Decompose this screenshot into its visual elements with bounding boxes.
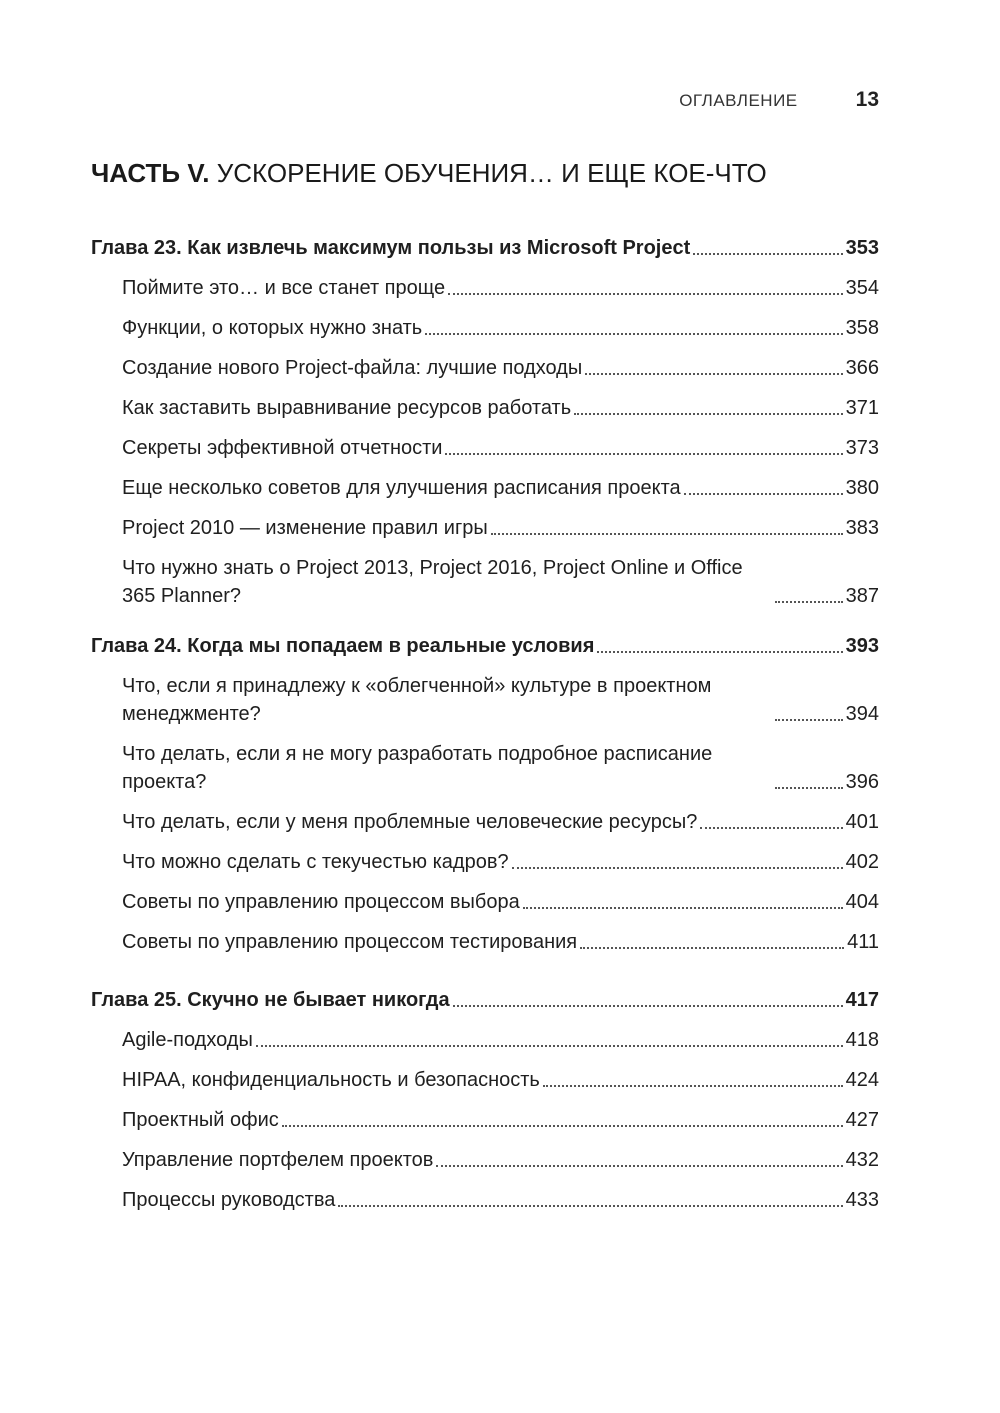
dot-leader: [775, 719, 843, 721]
page-ref: 411: [847, 931, 879, 953]
page-ref: 366: [845, 357, 879, 379]
dot-leader: [523, 907, 843, 909]
page-ref: 358: [845, 317, 879, 339]
page-ref: 396: [845, 771, 879, 793]
section-title: Еще несколько советов для улучшения расписания проекта: [122, 477, 681, 499]
dot-leader: [693, 253, 842, 255]
dot-leader: [256, 1045, 843, 1047]
dot-leader: [775, 601, 843, 603]
page-ref: 380: [845, 477, 879, 499]
running-head: [679, 88, 879, 112]
page-number: 13: [855, 88, 879, 111]
page-ref: 433: [845, 1189, 879, 1211]
section-title: Поймите это… и все станет проще: [122, 277, 446, 299]
section-title: Создание нового Project-файла: лучшие подходы: [122, 357, 583, 379]
toc-section-entry[interactable]: [91, 848, 879, 876]
page-ref: 418: [845, 1029, 879, 1051]
dot-leader: [425, 333, 842, 335]
section-title: Что делать, если я не могу разработать подробное расписание проекта?: [122, 743, 713, 793]
toc-section-entry[interactable]: [91, 888, 879, 916]
section-title: Советы по управлению процессом тестирования: [122, 931, 578, 953]
page-ref: 387: [845, 585, 879, 607]
part-heading: [91, 158, 767, 189]
running-title: ОГЛАВЛЕНИЕ: [679, 91, 798, 110]
toc-section-entry[interactable]: [91, 514, 879, 542]
page-ref: 427: [845, 1109, 879, 1131]
toc-section-entry[interactable]: [91, 1026, 879, 1054]
dot-leader: [684, 493, 843, 495]
page-ref: 353: [845, 237, 879, 259]
toc-section-entry[interactable]: [91, 1066, 879, 1094]
page-ref: 371: [845, 397, 879, 419]
dot-leader: [338, 1205, 842, 1207]
toc-chapter-entry[interactable]: [91, 234, 879, 262]
page-ref: 393: [845, 635, 879, 657]
section-title: Процессы руководства: [122, 1189, 336, 1211]
page-ref: 402: [845, 851, 879, 873]
section-title: HIPAA, конфиденциальность и безопасность: [122, 1069, 540, 1091]
chapter-title: Глава 24. Когда мы попадаем в реальные условия: [91, 635, 595, 657]
toc-section-entry[interactable]: [91, 1106, 879, 1134]
section-title: Project 2010 — изменение правил игры: [122, 517, 488, 539]
page-ref: 404: [845, 891, 879, 913]
toc-section-entry[interactable]: [91, 354, 879, 382]
section-title: Что можно сделать с текучестью кадров?: [122, 851, 509, 873]
dot-leader: [512, 867, 843, 869]
toc-section-entry[interactable]: [91, 394, 879, 422]
dot-leader: [282, 1125, 843, 1127]
dot-leader: [574, 413, 842, 415]
table-of-contents: [91, 210, 879, 1214]
section-title: Функции, о которых нужно знать: [122, 317, 423, 339]
toc-section-entry[interactable]: [91, 808, 879, 836]
toc-section-entry[interactable]: [91, 672, 879, 728]
page-ref: 417: [845, 989, 879, 1011]
dot-leader: [597, 651, 842, 653]
dot-leader: [448, 293, 843, 295]
toc-section-entry[interactable]: [91, 314, 879, 342]
section-title: Проектный офис: [122, 1109, 279, 1131]
toc-section-entry[interactable]: [91, 928, 879, 956]
dot-leader: [580, 947, 844, 949]
toc-section-entry[interactable]: [91, 434, 879, 462]
section-title: Управление портфелем проектов: [122, 1149, 434, 1171]
toc-section-entry[interactable]: [91, 1186, 879, 1214]
toc-section-entry[interactable]: [91, 1146, 879, 1174]
dot-leader: [585, 373, 842, 375]
chapter-title: Глава 23. Как извлечь максимум пользы из Microsoft Project: [91, 237, 691, 259]
page-ref: 383: [845, 517, 879, 539]
dot-leader: [543, 1085, 843, 1087]
page-ref: 424: [845, 1069, 879, 1091]
toc-chapter-entry[interactable]: [91, 986, 879, 1014]
section-title: Секреты эффективной отчетности: [122, 437, 443, 459]
toc-section-entry[interactable]: [91, 740, 879, 796]
toc-section-entry[interactable]: [91, 474, 879, 502]
dot-leader: [700, 827, 842, 829]
dot-leader: [436, 1165, 842, 1167]
section-title: Как заставить выравнивание ресурсов работать: [122, 397, 572, 419]
dot-leader: [453, 1005, 843, 1007]
dot-leader: [491, 533, 843, 535]
chapter-title: Глава 25. Скучно не бывает никогда: [91, 989, 450, 1011]
section-title: Что делать, если у меня проблемные человеческие ресурсы?: [122, 811, 698, 833]
page-ref: 394: [845, 703, 879, 725]
page-ref: 373: [845, 437, 879, 459]
page-ref: 401: [845, 811, 879, 833]
part-label: ЧАСТЬ V.: [91, 158, 210, 188]
toc-section-entry[interactable]: [91, 554, 879, 610]
section-title: Что, если я принадлежу к «облегченной» культуре в проектном менеджменте?: [122, 675, 712, 725]
toc-chapter-entry[interactable]: [91, 632, 879, 660]
part-title: УСКОРЕНИЕ ОБУЧЕНИЯ… И ЕЩЕ КОЕ-ЧТО: [216, 158, 767, 188]
toc-section-entry[interactable]: [91, 274, 879, 302]
page-ref: 354: [845, 277, 879, 299]
section-title: Что нужно знать о Project 2013, Project 2016, Project Online и Office 365 Planner?: [122, 557, 743, 607]
dot-leader: [775, 787, 843, 789]
dot-leader: [445, 453, 842, 455]
section-title: Советы по управлению процессом выбора: [122, 891, 520, 913]
page-ref: 432: [845, 1149, 879, 1171]
section-title: Agile-подходы: [122, 1029, 253, 1051]
